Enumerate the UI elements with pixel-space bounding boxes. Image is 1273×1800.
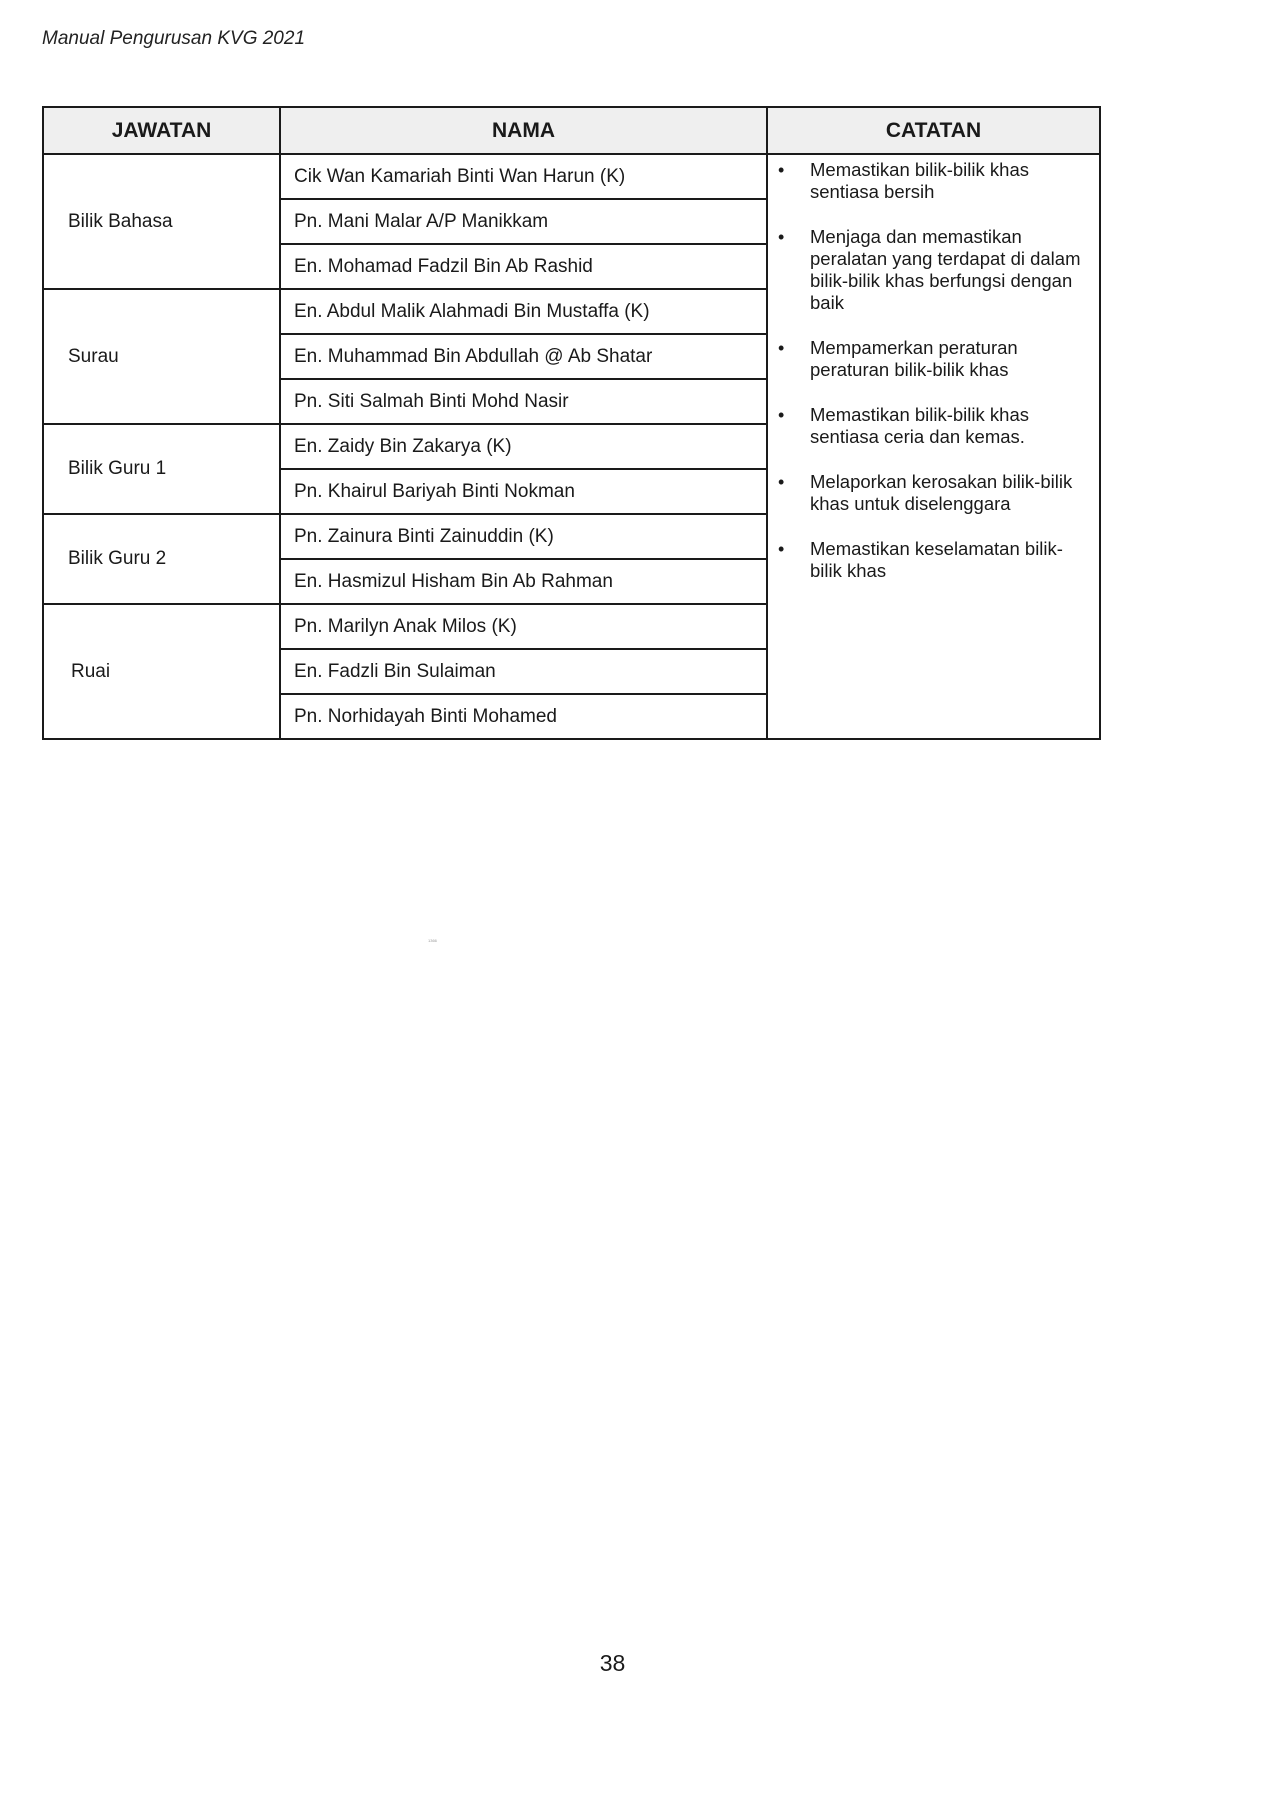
note-text: Memastikan bilik-bilik khas sentiasa bersih <box>810 159 1029 202</box>
nama-cell: En. Hasmizul Hisham Bin Ab Rahman <box>280 559 767 604</box>
page-number: 38 <box>599 1650 626 1676</box>
catatan-list <box>774 159 1093 582</box>
list-item <box>774 159 1093 203</box>
table-row <box>43 154 1100 199</box>
note-text: Memastikan keselamatan bilik-bilik khas <box>810 538 1063 581</box>
stray-mark: 1366 <box>428 938 437 943</box>
bullet-icon: • <box>778 472 785 492</box>
nama-cell: Pn. Marilyn Anak Milos (K) <box>280 604 767 649</box>
nama-cell: Cik Wan Kamariah Binti Wan Harun (K) <box>280 154 767 199</box>
jawatan-cell: Bilik Bahasa <box>43 154 280 289</box>
bullet-icon: • <box>778 227 785 247</box>
bullet-icon: • <box>778 338 785 358</box>
jawatan-cell: Bilik Guru 1 <box>43 424 280 514</box>
header-nama: NAMA <box>280 107 767 154</box>
assignment-table <box>42 106 1101 740</box>
list-item <box>774 226 1093 314</box>
nama-cell: En. Fadzli Bin Sulaiman <box>280 649 767 694</box>
running-header: Manual Pengurusan KVG 2021 <box>42 28 306 49</box>
nama-cell: En. Muhammad Bin Abdullah @ Ab Shatar <box>280 334 767 379</box>
table-header-row <box>43 107 1100 154</box>
bullet-icon: • <box>778 405 785 425</box>
catatan-cell <box>767 154 1100 739</box>
nama-cell: Pn. Norhidayah Binti Mohamed <box>280 694 767 739</box>
nama-cell: Pn. Siti Salmah Binti Mohd Nasir <box>280 379 767 424</box>
nama-cell: Pn. Zainura Binti Zainuddin (K) <box>280 514 767 559</box>
bullet-icon: • <box>778 160 785 180</box>
bullet-icon: • <box>778 539 785 559</box>
jawatan-cell: Ruai <box>43 604 280 739</box>
nama-cell: Pn. Mani Malar A/P Manikkam <box>280 199 767 244</box>
jawatan-cell: Bilik Guru 2 <box>43 514 280 604</box>
note-text: Melaporkan kerosakan bilik-bilik khas untuk diselenggara <box>810 471 1073 514</box>
nama-cell: Pn. Khairul Bariyah Binti Nokman <box>280 469 767 514</box>
list-item <box>774 538 1093 582</box>
nama-cell: En. Zaidy Bin Zakarya (K) <box>280 424 767 469</box>
note-text: Mempamerkan peraturan peraturan bilik-bilik khas <box>810 337 1018 380</box>
header-jawatan: JAWATAN <box>43 107 280 154</box>
note-text: Menjaga dan memastikan peralatan yang terdapat di dalam bilik-bilik khas berfungsi dengan baik <box>810 226 1081 313</box>
list-item <box>774 471 1093 515</box>
jawatan-cell: Surau <box>43 289 280 424</box>
list-item <box>774 404 1093 448</box>
list-item <box>774 337 1093 381</box>
nama-cell: En. Mohamad Fadzil Bin Ab Rashid <box>280 244 767 289</box>
nama-cell: En. Abdul Malik Alahmadi Bin Mustaffa (K) <box>280 289 767 334</box>
note-text: Memastikan bilik-bilik khas sentiasa ceria dan kemas. <box>810 404 1029 447</box>
header-catatan: CATATAN <box>767 107 1100 154</box>
